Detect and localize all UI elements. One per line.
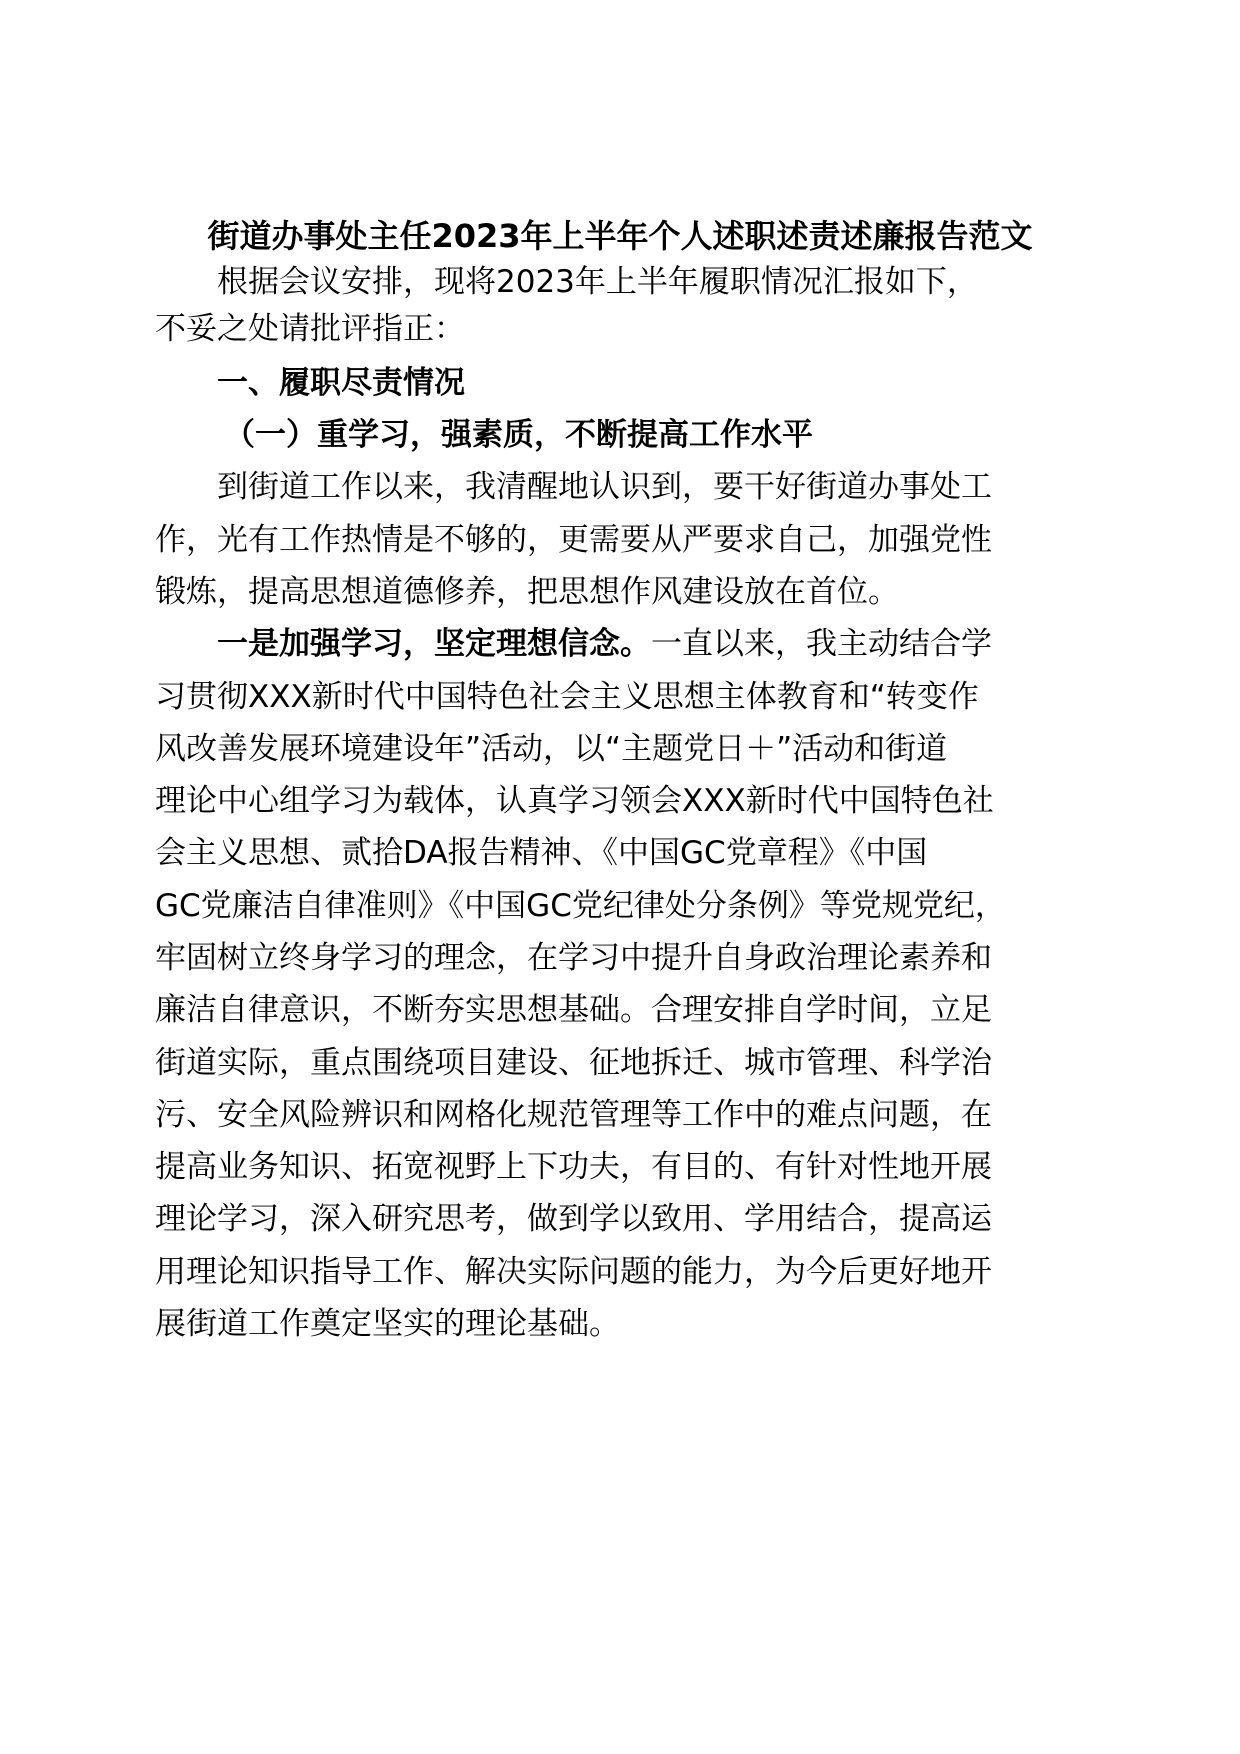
paragraph-line: 理论中心组学习为载体，认真学习领会XXX新时代中国特色社 (155, 783, 994, 819)
subsection-heading: （一）重学习，强素质，不断提高工作水平 (224, 417, 813, 453)
paragraph-line: 习贯彻XXX新时代中国特色社会主义思想主体教育和“转变作 (155, 679, 979, 715)
paragraph-line: 到街道工作以来，我清醒地认识到，要干好街道办事处工 (217, 469, 992, 505)
paragraph-line: GC党廉洁自律准则》《中国GC党纪律处分条例》等党规党纪， (155, 888, 1006, 924)
section-heading: 一、履职尽责情况 (217, 365, 465, 401)
paragraph-line: 街道实际，重点围绕项目建设、征地拆迁、城市管理、科学治 (155, 1045, 992, 1081)
paragraph-line: 污、安全风险辨识和网格化规范管理等工作中的难点问题，在 (155, 1097, 992, 1133)
intro-line: 不妥之处请批评指正： (155, 311, 465, 347)
paragraph-line (217, 622, 992, 666)
paragraph-text: 一直以来，我主动结合学 (651, 626, 992, 662)
document-title: 街道办事处主任2023年上半年个人述职述责述廉报告范文 (207, 217, 1033, 255)
paragraph-line: 理论学习，深入研究思考，做到学以致用、学用结合，提高运 (155, 1201, 992, 1237)
paragraph-line: 展街道工作奠定坚实的理论基础。 (155, 1306, 620, 1342)
paragraph-line: 锻炼，提高思想道德修养，把思想作风建设放在首位。 (155, 574, 899, 610)
paragraph-line: 提高业务知识、拓宽视野上下功夫，有目的、有针对性地开展 (155, 1149, 992, 1185)
paragraph-line: 牢固树立终身学习的理念，在学习中提升自身政治理论素养和 (155, 940, 992, 976)
intro-line: 根据会议安排，现将2023年上半年履职情况汇报如下， (217, 264, 978, 300)
paragraph-line: 作，光有工作热情是不够的，更需要从严要求自己，加强党性 (155, 522, 992, 558)
paragraph-line: 风改善发展环境建设年”活动，以“主题党日＋”活动和街道 (155, 731, 948, 767)
paragraph-lead: 一是加强学习，坚定理想信念。 (217, 626, 651, 662)
paragraph-line: 用理论知识指导工作、解决实际问题的能力，为今后更好地开 (155, 1254, 992, 1290)
paragraph-line: 会主义思想、贰拾DA报告精神、《中国GC党章程》《中国 (155, 835, 928, 871)
paragraph-line: 廉洁自律意识，不断夯实思想基础。合理安排自学时间，立足 (155, 992, 992, 1028)
